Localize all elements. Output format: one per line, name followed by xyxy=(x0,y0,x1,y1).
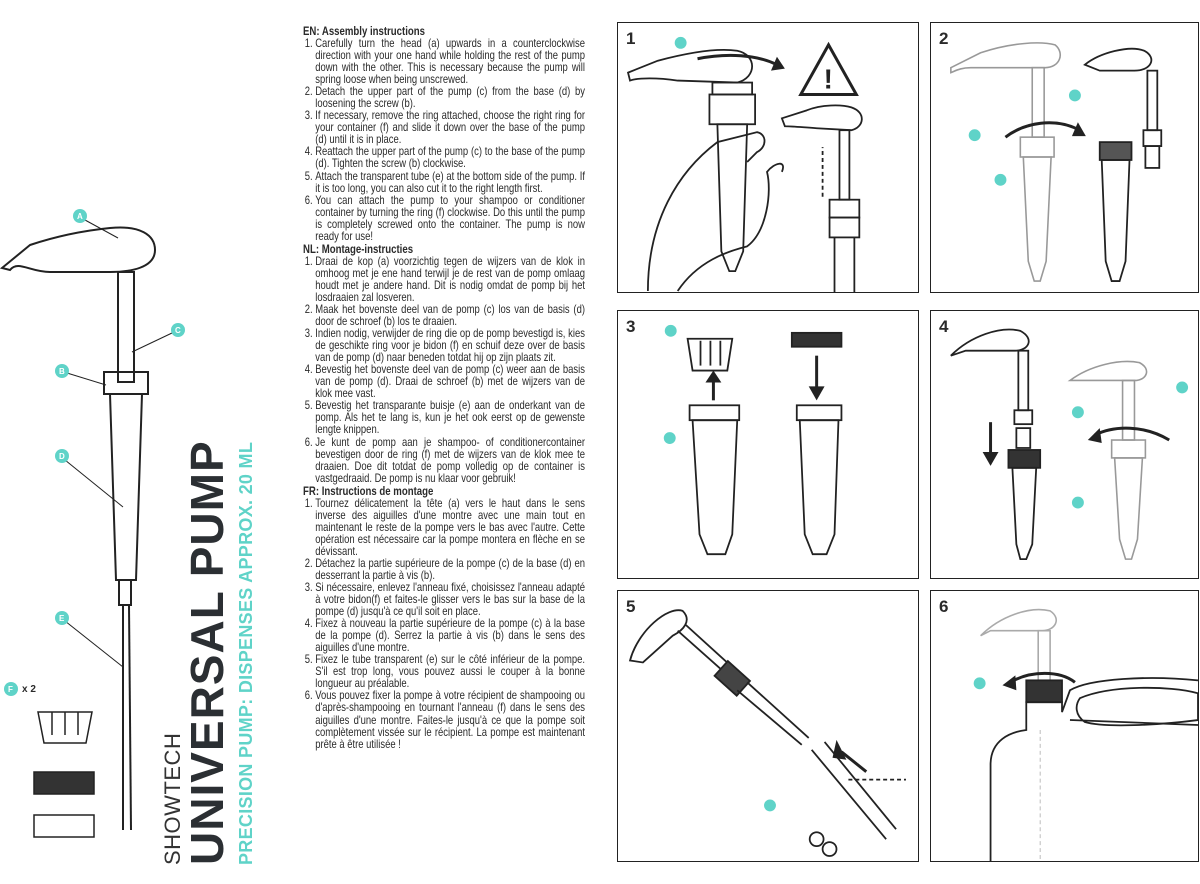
step: 4. Reattach the upper part of the pump (c) to the base of the pump (d). Tighten the screw (b) clockwise. xyxy=(315,146,585,170)
svg-text:B: B xyxy=(59,367,65,376)
svg-text:F: F xyxy=(8,685,13,694)
instructions-fr xyxy=(303,485,585,751)
step-panel-3 xyxy=(617,310,919,579)
panel-number: 2 xyxy=(939,29,949,48)
step-panel-4 xyxy=(930,310,1199,579)
instructions-text xyxy=(303,25,585,751)
step: 1. Draai de kop (a) voorzichtig tegen de wijzers van de klok in omhoog met je ene hand terwijl je de rest van de pomp omlaag houdt met je andere hand. Dit is nodig omdat de pomp bij het losdraaien zal losveren. xyxy=(315,256,585,304)
step-panel-2 xyxy=(930,22,1199,293)
step: 1. Tournez délicatement la tête (a) vers le haut dans le sens inverse des aiguilles d'une montre avec une main tout en maintenant le reste de la pompe vers le bas avec l'autre. Cette opération est nécessaire car la pompe montera en flèche en se dévissant. xyxy=(315,498,585,558)
step-5-illustration xyxy=(618,591,918,861)
part-label-e xyxy=(55,611,69,625)
part-label-f xyxy=(4,682,18,696)
step-panel-6 xyxy=(930,590,1199,862)
svg-text:C: C xyxy=(175,326,181,335)
step: 4. Bevestig het bovenste deel van de pomp (c) weer aan de basis van de pomp (d). Draai de schroef (b) met de wijzers van de klok mee vast. xyxy=(315,364,585,400)
step: 6. You can attach the pump to your shampoo or conditioner container by turning the ring (f) clockwise. Do this until the pump is completely screwed onto the container. The pump is now ready for use! xyxy=(315,195,585,243)
svg-text:!: ! xyxy=(823,63,833,95)
step: 2. Detach the upper part of the pump (c) from the base (d) by loosening the screw (b). xyxy=(315,86,585,110)
step: 5. Attach the transparent tube (e) at the bottom side of the pump. If it is too long, you can also cut it to the right length first. xyxy=(315,171,585,195)
step-panel-1 xyxy=(617,22,919,293)
step-6-illustration xyxy=(931,591,1198,861)
part-label-b xyxy=(55,364,69,378)
step: 4. Fixez à nouveau la partie supérieure de la pompe (c) à la base de la pompe (d). Serrez la partie à vis (b) dans le sens des aiguilles d'une montre. xyxy=(315,618,585,654)
instructions-nl xyxy=(303,243,585,485)
step: 3. Si nécessaire, enlevez l'anneau fixé, choisissez l'anneau adapté à votre bidon(f) et faites-le glisser vers le bas sur la base de la pompe (d) jusqu'à ce qu'il soit en place. xyxy=(315,582,585,618)
showtech-logo: SHOWTECH xyxy=(160,732,185,865)
section-heading: NL: Montage-instructies xyxy=(303,241,414,256)
svg-text:D: D xyxy=(59,452,65,461)
part-label-a xyxy=(73,209,87,223)
step: 3. Indien nodig, verwijder de ring die op de pomp bevestigd is, kies de geschikte ring voor je bidon (f) en schuif deze over de basis van de pomp (d) naar beneden totdat hij op zijn plaats zit. xyxy=(315,328,585,364)
instructions-en xyxy=(303,25,585,243)
step: 2. Maak het bovenste deel van de pomp (c) los van de basis (d) door de schroef (b) los te draaien. xyxy=(315,304,585,328)
step-4-illustration xyxy=(931,311,1198,578)
panel-number: 6 xyxy=(939,597,949,616)
step: 1. Carefully turn the head (a) upwards in a counterclockwise direction with your one hand while holding the rest of the pump down with the other. This is necessary because the pump will spring loose when being unscrewed. xyxy=(315,38,585,86)
step-panel-5 xyxy=(617,590,919,862)
ring-count: x 2 xyxy=(22,684,36,695)
product-subtitle: PRECISION PUMP: DISPENSES APPROX. 20 ML xyxy=(236,441,256,865)
product-title: UNIVERSAL PUMP xyxy=(181,440,233,865)
part-label-c xyxy=(171,323,185,337)
panel-number: 1 xyxy=(626,29,636,48)
step-2-illustration xyxy=(931,23,1198,292)
section-heading: FR: Instructions de montage xyxy=(303,483,434,498)
step: 2. Détachez la partie supérieure de la pompe (c) de la base (d) en desserrant la partie à vis (b). xyxy=(315,558,585,582)
step: 5. Fixez le tube transparent (e) sur le côté inférieur de la pompe. S'il est trop long, vous pouvez aussi le couper à la bonne longueur au préalable. xyxy=(315,654,585,690)
panel-number: 4 xyxy=(939,317,949,336)
step: 3. If necessary, remove the ring attached, choose the right ring for your container (f) and slide it down over the base of the pump (d) until it is in place. xyxy=(315,110,585,146)
panel-number: 3 xyxy=(626,317,636,336)
step: 5. Bevestig het transparante buisje (e) aan de onderkant van de pomp. Als het te lang is, kun je het ook eerst op de gewenste lengte knippen. xyxy=(315,400,585,436)
part-label-d xyxy=(55,449,69,463)
svg-text:E: E xyxy=(59,614,65,623)
step: 6. Vous pouvez fixer la pompe à votre récipient de shampooing ou d'après-shampooing en tournant l'anneau (f) dans le sens des aiguilles d'une montre. Faites-le jusqu'à ce que la pompe soit complètement vissée sur le récipient. La pompe est maintenant prête à être utilisée ! xyxy=(315,690,585,750)
section-heading: EN: Assembly instructions xyxy=(303,24,425,38)
svg-text:A: A xyxy=(77,212,83,221)
step-1-illustration xyxy=(618,23,918,292)
panel-number: 5 xyxy=(626,597,636,616)
step: 6. Je kunt de pomp aan je shampoo- of conditionercontainer bevestigen door de ring (f) met de wijzers van de klok mee te draaien. Doe dit totdat de pomp volledig op de container is vastgedraaid. De pomp is nu klaar voor gebruik! xyxy=(315,437,585,485)
step-3-illustration xyxy=(618,311,918,578)
